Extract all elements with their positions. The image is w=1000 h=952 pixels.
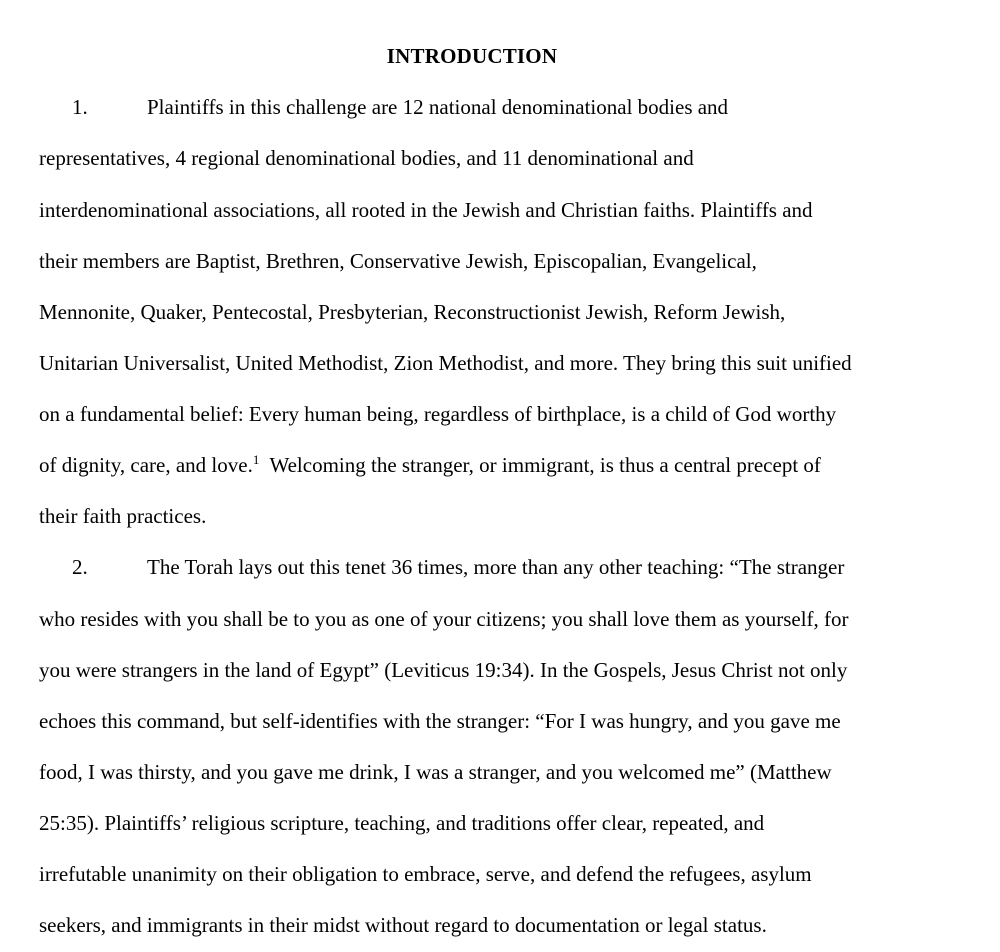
- paragraph-line: irrefutable unanimity on their obligation to embrace, serve, and defend the refugees, asylum: [39, 862, 812, 886]
- paragraph-line: Plaintiffs in this challenge are 12 national denominational bodies and: [147, 95, 729, 119]
- section-heading: INTRODUCTION: [386, 44, 558, 68]
- paragraph-line: representatives, 4 regional denominational bodies, and 11 denominational and: [39, 146, 694, 170]
- paragraph-line: their members are Baptist, Brethren, Conservative Jewish, Episcopalian, Evangelical,: [39, 249, 757, 273]
- paragraph-line: Unitarian Universalist, United Methodist, Zion Methodist, and more. They bring this suit unified: [39, 351, 852, 375]
- paragraph-line: their faith practices.: [39, 504, 207, 528]
- paragraph-line: 25:35). Plaintiffs’ religious scripture, teaching, and traditions offer clear, repeated, and: [39, 811, 765, 835]
- paragraph-line: Mennonite, Quaker, Pentecostal, Presbyterian, Reconstructionist Jewish, Reform Jewish,: [39, 300, 786, 324]
- paragraph-line: [39, 451, 821, 479]
- paragraph-line-text: Welcoming the stranger, or immigrant, is thus a central precept of: [259, 453, 821, 477]
- footnote-marker[interactable]: 1: [252, 452, 260, 467]
- paragraph-line-text: of dignity, care, and love.: [39, 453, 253, 477]
- paragraph-line: food, I was thirsty, and you gave me drink, I was a stranger, and you welcomed me” (Matthew: [39, 760, 832, 784]
- paragraph-number: 1.: [72, 95, 88, 119]
- paragraph-line: on a fundamental belief: Every human being, regardless of birthplace, is a child of God worthy: [39, 402, 837, 426]
- paragraph-line: seekers, and immigrants in their midst without regard to documentation or legal status.: [39, 913, 767, 937]
- paragraph-line: The Torah lays out this tenet 36 times, more than any other teaching: “The stranger: [147, 555, 845, 579]
- paragraph-number: 2.: [72, 555, 88, 579]
- paragraph-line: echoes this command, but self-identifies with the stranger: “For I was hungry, and you gave me: [39, 709, 841, 733]
- paragraph-line: who resides with you shall be to you as one of your citizens; you shall love them as yourself, for: [39, 607, 849, 631]
- paragraph-line: interdenominational associations, all rooted in the Jewish and Christian faiths. Plaintiffs and: [39, 198, 813, 222]
- paragraph-line: you were strangers in the land of Egypt” (Leviticus 19:34). In the Gospels, Jesus Christ not only: [39, 658, 848, 682]
